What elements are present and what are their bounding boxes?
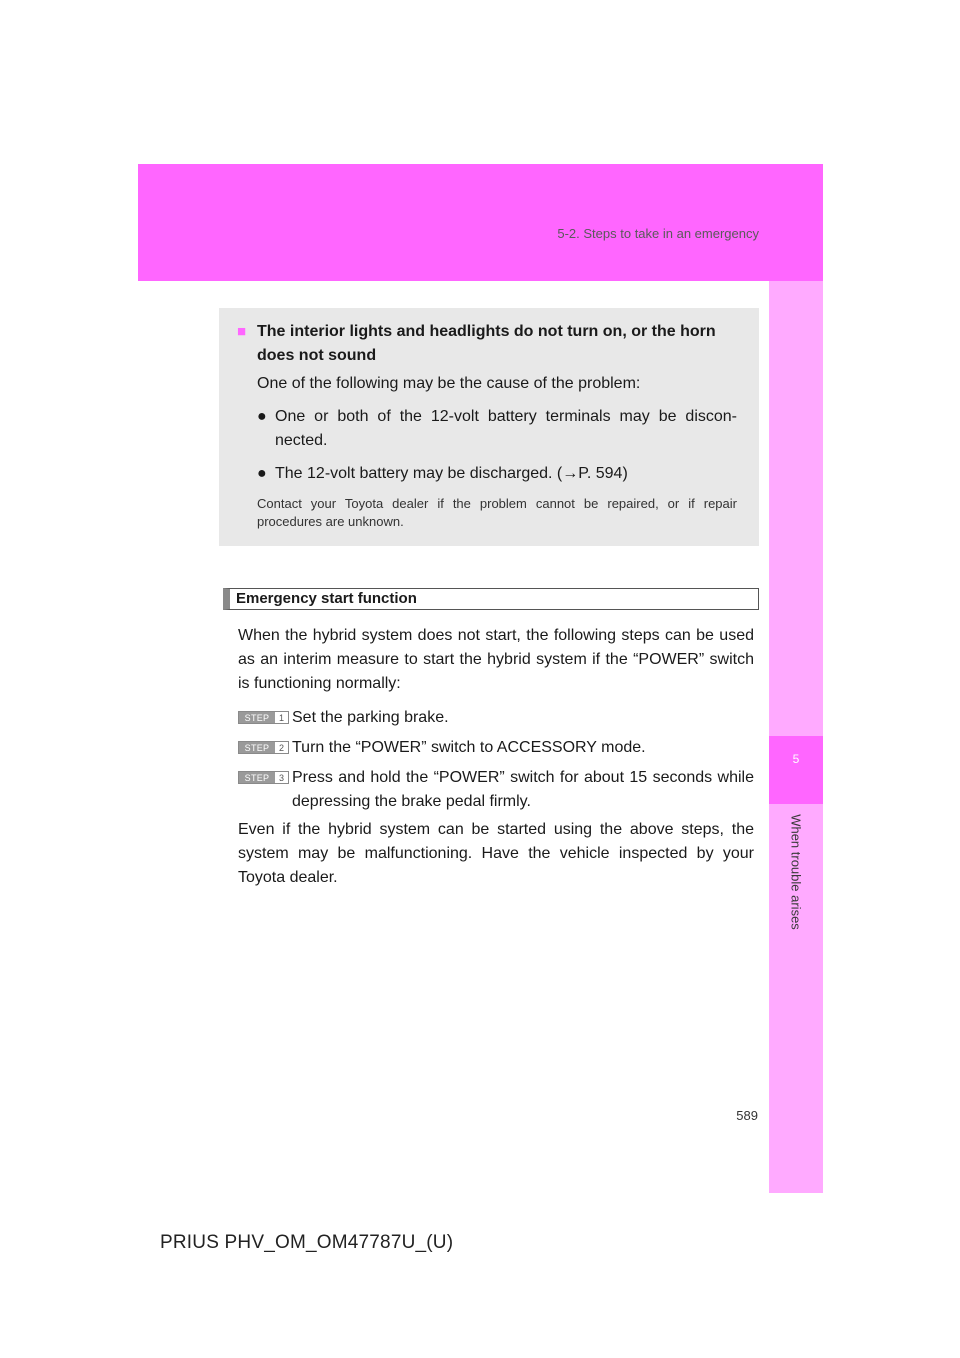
step-row xyxy=(238,706,754,730)
info-heading xyxy=(237,320,737,368)
step-text: Press and hold the “POWER” switch for about 15 seconds while depressing the brake pedal firmly. xyxy=(292,769,754,810)
dot-bullet-icon: ● xyxy=(257,408,267,425)
procedure-closing: Even if the hybrid system can be started using the above steps, the system may be malfunctioning. Have the vehicle inspected by your Toyota dealer. xyxy=(238,821,754,886)
procedure-body xyxy=(238,624,754,890)
step-row xyxy=(238,766,754,814)
info-box xyxy=(219,308,759,546)
info-heading-text: The interior lights and headlights do not turn on, or the horn does not sound xyxy=(257,323,716,364)
step-label: STEP xyxy=(244,743,270,753)
page-number: 589 xyxy=(736,1108,758,1123)
chapter-label: When trouble arises xyxy=(788,814,804,930)
chapter-number-tab xyxy=(769,736,823,804)
chapter-number: 5 xyxy=(792,752,800,766)
square-bullet-icon: ■ xyxy=(237,323,247,340)
info-note: Contact your Toyota dealer if the problem cannot be repaired, or if repair procedures are unknown. xyxy=(257,496,737,529)
step-row xyxy=(238,736,754,760)
section-title: 5-2. Steps to take in an emergency xyxy=(557,226,759,241)
bullet-item xyxy=(237,462,737,486)
step-label: STEP xyxy=(244,773,270,783)
bullet-text: One or both of the 12-volt battery terminals may be discon-nected. xyxy=(275,408,737,449)
dot-bullet-icon: ● xyxy=(257,465,267,482)
procedure-intro: When the hybrid system does not start, the following steps can be used as an interim measure to start the hybrid system if the “POWER” switch is functioning normally: xyxy=(238,627,754,692)
step-number: 1 xyxy=(275,712,288,723)
procedure-heading: Emergency start function xyxy=(223,588,759,610)
bullet-item xyxy=(237,405,737,453)
document-code: PRIUS PHV_OM_OM47787U_(U) xyxy=(160,1232,454,1253)
step-label: STEP xyxy=(244,713,270,723)
step-number: 2 xyxy=(275,742,288,753)
bullet-text: The 12-volt battery may be discharged. (→P. 594) xyxy=(275,465,628,482)
step-text: Set the parking brake. xyxy=(292,709,449,726)
step-badge xyxy=(238,771,289,784)
step-badge xyxy=(238,711,289,724)
info-intro: One of the following may be the cause of the problem: xyxy=(257,375,641,392)
step-text: Turn the “POWER” switch to ACCESSORY mode. xyxy=(292,739,646,756)
step-badge xyxy=(238,741,289,754)
header-band xyxy=(138,164,823,281)
step-number: 3 xyxy=(275,772,288,783)
